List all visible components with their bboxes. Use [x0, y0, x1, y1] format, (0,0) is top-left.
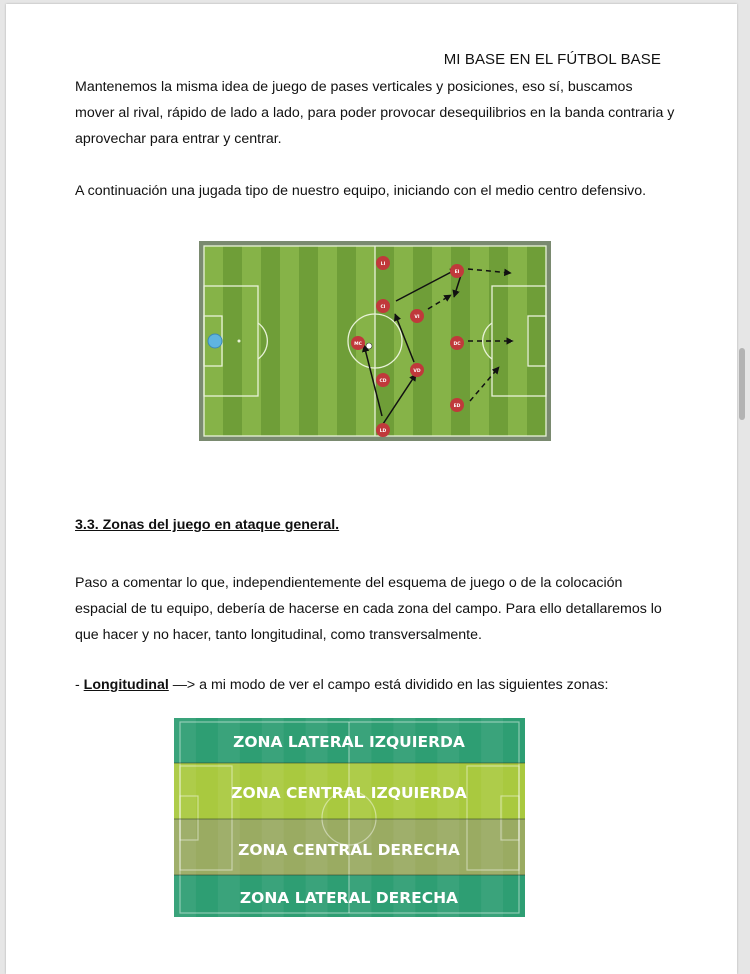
player-dc: [450, 336, 464, 350]
svg-text:VI: VI: [414, 315, 420, 320]
play-diagram: [199, 241, 551, 441]
svg-text:DC: DC: [453, 342, 461, 347]
longitudinal-paragraph: [75, 672, 675, 698]
svg-text:LD: LD: [379, 429, 387, 434]
zones-diagram: [174, 718, 525, 917]
player-ei: [450, 264, 464, 278]
player-vi: [410, 309, 424, 323]
svg-text:CD: CD: [379, 379, 387, 384]
document-page: [6, 4, 737, 974]
player-ld: [376, 423, 390, 437]
zone-label-4: ZONA LATERAL DERECHA: [239, 889, 459, 907]
intro-paragraph: Mantenemos la misma idea de juego de pases verticales y posiciones, eso sí, buscamos mover al rival, rápido de lado a lado, para poder provocar desequilibrios en la banda contraria y aprovechar para entrar y centrar.: [75, 79, 675, 147]
zone-label-2: ZONA CENTRAL IZQUIERDA: [231, 784, 467, 802]
svg-text:CI: CI: [380, 305, 386, 310]
header-title: MI BASE EN EL FÚTBOL BASE: [443, 51, 661, 68]
longitudinal-text: —> a mi modo de ver el campo está dividido en las siguientes zonas:: [168, 677, 609, 693]
svg-text:LI: LI: [380, 262, 386, 267]
zone-label-1: ZONA LATERAL IZQUIERDA: [233, 733, 465, 751]
player-vd: [410, 363, 424, 377]
player-ed: [450, 398, 464, 412]
play-intro-paragraph: A continuación una jugada tipo de nuestro equipo, iniciando con el medio centro defensivo.: [75, 183, 647, 199]
zone-label-3: ZONA CENTRAL DERECHA: [238, 841, 460, 859]
svg-text:EI: EI: [454, 270, 460, 275]
svg-text:VD: VD: [413, 369, 421, 374]
zones-intro-paragraph: Paso a comentar lo que, independientemente del esquema de juego o de la colocación espacial de tu equipo, debería de hacerse en cada zona del campo. Para ello detallaremos lo que hacer y no hacer, tanto longitudinal, como transversalmente.: [75, 575, 662, 643]
bullet-prefix: -: [75, 677, 84, 693]
ball-icon: [208, 334, 222, 348]
player-cd: [376, 373, 390, 387]
player-ci: [376, 299, 390, 313]
svg-text:ED: ED: [453, 404, 461, 409]
scrollbar-thumb[interactable]: [739, 348, 745, 420]
player-li: [376, 256, 390, 270]
svg-text:MC: MC: [354, 342, 362, 347]
player-mc: [351, 336, 365, 350]
section-heading: 3.3. Zonas del juego en ataque general.: [75, 517, 340, 533]
longitudinal-label: Longitudinal: [83, 677, 169, 693]
